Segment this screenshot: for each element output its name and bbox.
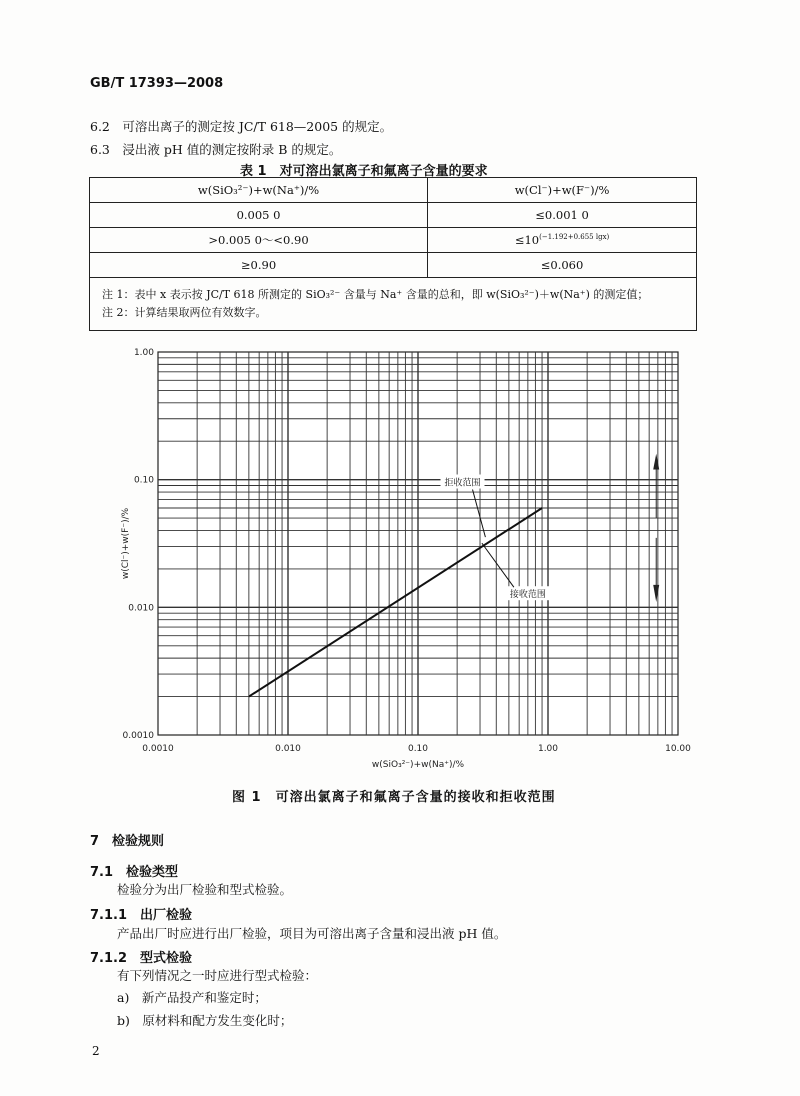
x-tick-label: 1.00 — [537, 744, 559, 754]
table-row — [90, 253, 697, 278]
section-7-1-text: 检验分为出厂检验和型式检验。 — [117, 882, 293, 897]
x-tick-label: 0.0010 — [142, 744, 174, 754]
table-note-2: 注 2：计算结果取两位有效数字。 — [102, 306, 267, 319]
x-axis-label: w(SiO₃²⁻)+w(Na⁺)/% — [371, 760, 465, 770]
section-7-1-2-text: 有下列情况之一时应进行型式检验： — [117, 968, 318, 983]
table-header-cell: w(SiO₃²⁻)+w(Na⁺)/% — [90, 178, 428, 203]
accept-region-label: 接收范围 — [509, 590, 546, 601]
figure-caption: 图 1 可溶出氯离子和氟离子含量的接收和拒收范围 — [232, 790, 556, 805]
y-tick-label: 0.10 — [133, 475, 154, 486]
formula-base: ≤10 — [514, 233, 540, 247]
x-tick-label: 0.10 — [407, 744, 429, 754]
y-tick-label: 0.010 — [128, 603, 154, 614]
x-tick-label: 0.010 — [275, 744, 301, 754]
table-header-row — [90, 178, 697, 203]
page-number: 2 — [92, 1044, 100, 1058]
table-cell: ≤0.001 0 — [428, 203, 697, 228]
y-tick-label: 0.0010 — [122, 731, 154, 741]
figure-1-chart — [120, 340, 720, 780]
table-title: 表 1 对可溶出氯离子和氟离子含量的要求 — [240, 164, 488, 179]
table-header-cell: w(Cl⁻)+w(F⁻)/% — [428, 178, 697, 203]
section-7-1-heading: 7.1 检验类型 — [90, 865, 179, 880]
table-cell: ≤0.060 — [428, 253, 697, 278]
table-notes — [90, 278, 697, 331]
standard-code: GB/T 17393—2008 — [90, 76, 224, 91]
section-7-title: 7 检验规则 — [90, 834, 165, 849]
list-item: a) 新产品投产和鉴定时； — [117, 990, 267, 1005]
table-cell — [428, 228, 697, 253]
clause-6-3: 6.3 浸出液 pH 值的测定按附录 B 的规定。 — [90, 142, 342, 157]
list-item: b) 原材料和配方发生变化时； — [117, 1013, 293, 1028]
table-notes-row — [90, 278, 697, 331]
table-cell: 0.005 0 — [90, 203, 428, 228]
y-tick-label: 1.00 — [133, 348, 154, 358]
section-7-1-1-heading: 7.1.1 出厂检验 — [90, 908, 193, 923]
y-axis-label: w(Cl⁻)+w(F⁻)/% — [121, 507, 131, 580]
table-note-1: 注 1：表中 x 表示按 JC/T 618 所测定的 SiO₃²⁻ 含量与 Na⁺ 含量的总和，即 w(SiO₃²⁻)＋w(Na⁺) 的测定值； — [102, 288, 649, 301]
table-cell: >0.005 0～<0.90 — [90, 228, 428, 253]
reject-region-label: 拒收范围 — [444, 478, 481, 489]
x-tick-label: 10.00 — [665, 744, 691, 754]
clause-6-2: 6.2 可溶出离子的测定按 JC/T 618—2005 的规定。 — [90, 119, 393, 134]
requirements-table — [89, 177, 697, 331]
section-7-1-2-heading: 7.1.2 型式检验 — [90, 951, 193, 966]
formula-exponent: (−1.192+0.655 lgx) — [539, 233, 610, 242]
table-row — [90, 228, 697, 253]
section-7-1-1-text: 产品出厂时应进行出厂检验，项目为可溶出离子含量和浸出液 pH 值。 — [117, 926, 507, 941]
table-row — [90, 203, 697, 228]
chart-svg — [120, 340, 720, 780]
table-cell: ≥0.90 — [90, 253, 428, 278]
